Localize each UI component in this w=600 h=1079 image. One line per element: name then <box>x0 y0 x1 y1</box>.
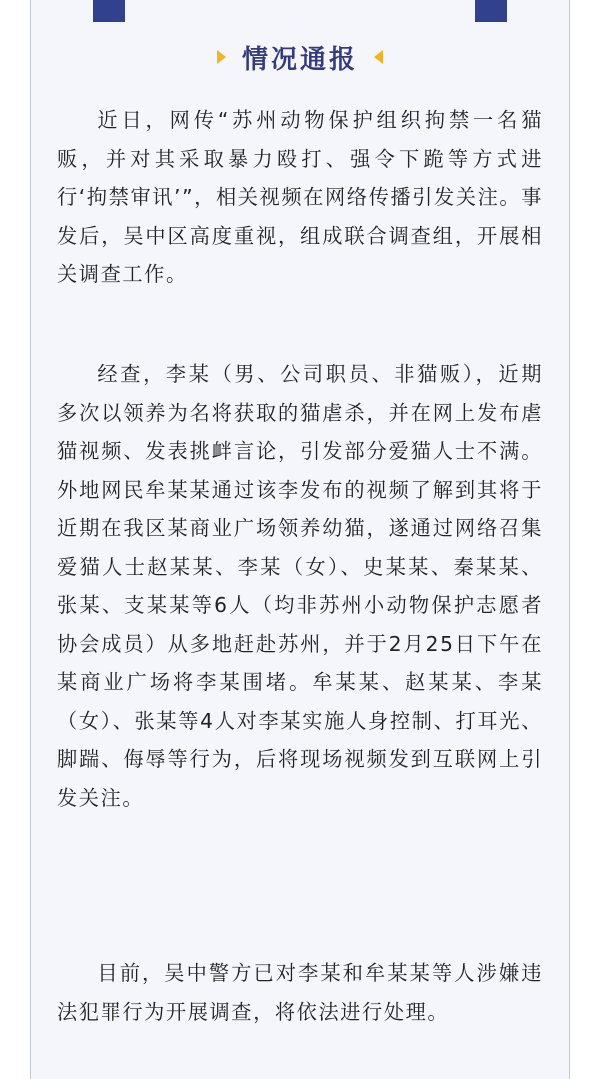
page-title: 情况通报 <box>241 44 358 75</box>
top-left-corner-tab <box>93 0 125 22</box>
triangle-left-icon <box>374 50 383 64</box>
paragraph-current-status: 目前，吴中警方已对李某和牟某某等人涉嫌违法犯罪行为开展调查，将依法进行处理。 <box>57 961 543 1024</box>
paragraph-intro: 近日，网传“苏州动物保护组织拘禁一名猫贩，并对其采取暴力殴打、强令下跪等方式进行‘拘禁审讯’”，相关视频在网络传播引发关注。事发后，吴中区高度重视，组成联合调查组，开展相关调查工作。 <box>57 108 543 286</box>
title-row <box>30 36 570 78</box>
paragraph-findings: 经查，李某（男、公司职员、非猫贩），近期多次以领养为名将获取的猫虐杀，并在网上发布虐猫视频、发表挑衅言论，引发部分爱猫人士不满。外地网民牟某某通过该李发布的视频了解到其将于近期在我区某商业广场领养幼猫，遂通过网络召集爱猫人士赵某某、李某（女）、史某某、秦某某、张某、支某某等6人（均非苏州小动物保护志愿者协会成员）从多地赶赴苏州，并于2月25日下午在某商业广场将李某围堵。牟某某、赵某某、李某（女）、张某等4人对李某实施人身控制、打耳光、脚踹、侮辱等行为，后将现场视频发到互联网上引发关注。 <box>57 362 543 810</box>
triangle-right-icon <box>217 50 226 64</box>
top-right-corner-tab <box>475 0 507 22</box>
